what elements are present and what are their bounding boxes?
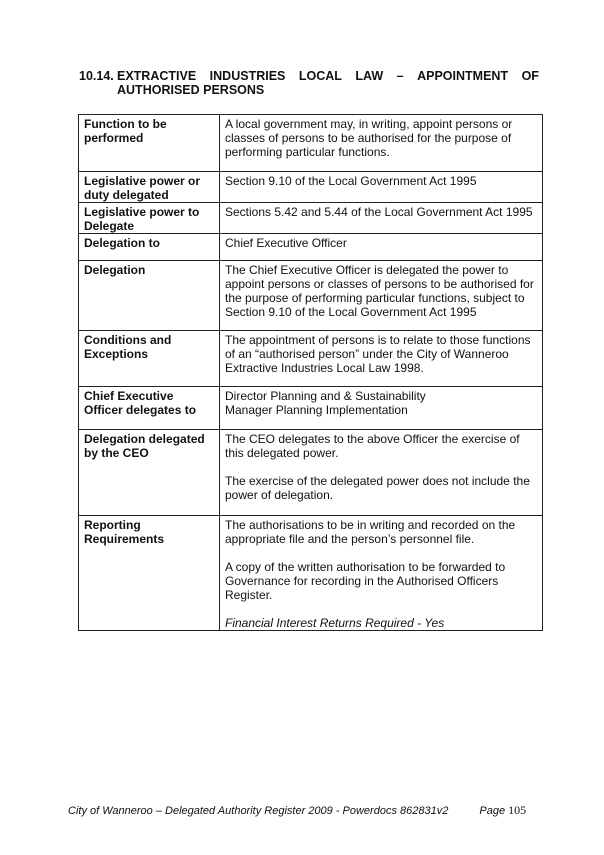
- section-number: 10.14.: [79, 69, 114, 83]
- table-row: [79, 331, 543, 387]
- table-row: [79, 387, 543, 430]
- value-text: A local government may, in writing, appoint persons or classes of persons to be authorised for the purpose of performing particular functions.: [225, 117, 513, 159]
- row-value: [220, 430, 543, 516]
- delegation-table: [78, 114, 543, 631]
- value-text-italic: Financial Interest Returns Required - Yes: [225, 616, 445, 630]
- value-text: Chief Executive Officer: [225, 236, 347, 250]
- section-heading: [79, 69, 539, 97]
- page-label: Page: [479, 805, 506, 817]
- value-text: The appointment of persons is to relate to those functions of an “authorised person” under the City of Wanneroo Extractive Industries Local Law 1998.: [225, 333, 531, 375]
- heading-line-2: AUTHORISED PERSONS: [117, 83, 265, 97]
- heading-word: OF: [521, 69, 539, 83]
- value-text: The CEO delegates to the above Officer the exercise of this delegated power.: [225, 432, 520, 460]
- value-text: Section 9.10 of the Local Government Act 1995: [225, 174, 477, 188]
- heading-word: LAW: [355, 69, 384, 83]
- row-label: Reporting Requirements: [79, 516, 220, 631]
- heading-word: –: [396, 69, 404, 83]
- row-value: [220, 234, 543, 261]
- value-text: A copy of the written authorisation to be forwarded to Governance for recording in the Authorised Officers Register.: [225, 560, 506, 602]
- footer-text: City of Wanneroo – Delegated Authority Register 2009 - Powerdocs 862831v2: [68, 805, 449, 817]
- table-row: [79, 203, 543, 234]
- heading-word: INDUSTRIES: [209, 69, 286, 83]
- value-line: Manager Planning Implementation: [225, 403, 408, 417]
- table-row: [79, 430, 543, 516]
- heading-line-1: [117, 69, 539, 83]
- table-row: [79, 261, 543, 331]
- row-label: Delegation: [79, 261, 220, 331]
- table-row: [79, 172, 543, 203]
- page-number: 105: [508, 803, 527, 817]
- value-text: Sections 5.42 and 5.44 of the Local Government Act 1995: [225, 205, 533, 219]
- page-footer: [68, 803, 526, 818]
- heading-word: APPOINTMENT: [417, 69, 509, 83]
- row-value: [220, 115, 543, 172]
- table-row: [79, 234, 543, 261]
- row-value: [220, 331, 543, 387]
- table-row: [79, 115, 543, 172]
- value-text: The exercise of the delegated power does not include the power of delegation.: [225, 474, 530, 502]
- table-row: [79, 516, 543, 631]
- value-text: The Chief Executive Officer is delegated the power to appoint persons or classes of persons to be authorised for the purpose of performing particular functions, subject to Section 9.10 of the Local Government Act 1995: [225, 263, 534, 319]
- row-value: [220, 203, 543, 234]
- row-label: Delegation to: [79, 234, 220, 261]
- row-value: [220, 387, 543, 430]
- row-label: Legislative power or duty delegated: [79, 172, 220, 203]
- row-value: [220, 172, 543, 203]
- row-label: Delegation delegated by the CEO: [79, 430, 220, 516]
- row-label: Conditions and Exceptions: [79, 331, 220, 387]
- value-line: Director Planning and & Sustainability: [225, 389, 426, 403]
- heading-word: LOCAL: [298, 69, 342, 83]
- heading-word: EXTRACTIVE: [117, 69, 197, 83]
- row-label: Function to be performed: [79, 115, 220, 172]
- row-label: Legislative power to Delegate: [79, 203, 220, 234]
- value-text: The authorisations to be in writing and recorded on the appropriate file and the person’s personnel file.: [225, 518, 516, 546]
- row-value: [220, 516, 543, 631]
- row-value: [220, 261, 543, 331]
- row-label: Chief Executive Officer delegates to: [79, 387, 220, 430]
